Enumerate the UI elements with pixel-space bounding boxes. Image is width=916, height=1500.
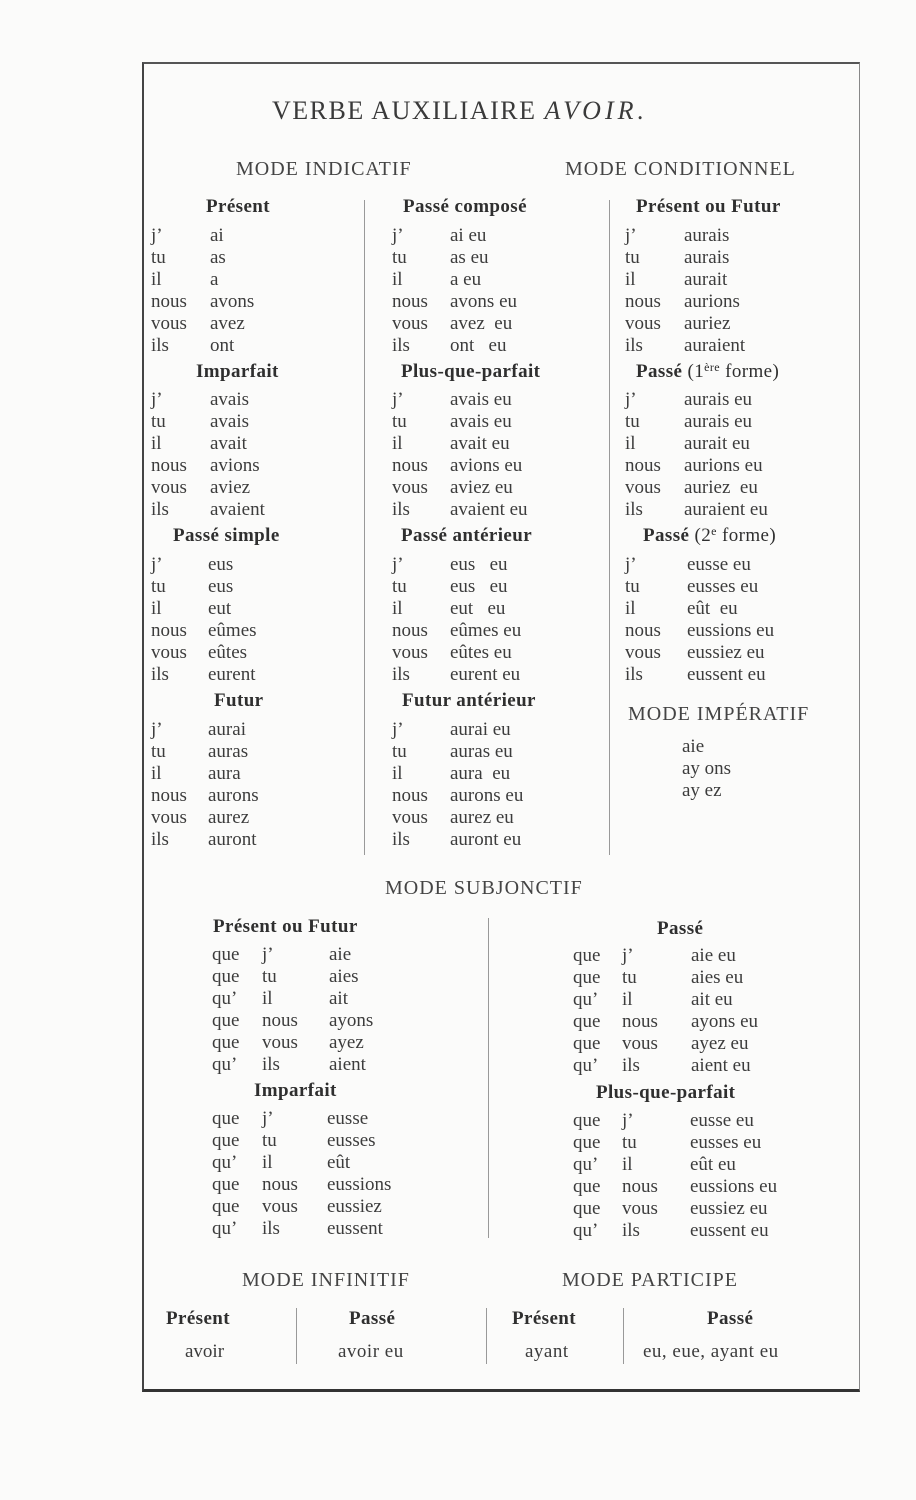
indicatif-plus-que-parfait-forms: avait eu (450, 433, 510, 454)
indicatif-passe-anterieur-pronouns: vous (392, 642, 428, 663)
subjonctif-present-forms: ayons (329, 1010, 374, 1031)
subjonctif-present-que: qu’ (212, 1054, 238, 1075)
column-divider (364, 200, 365, 855)
subjonctif-passe-pronouns: tu (622, 967, 637, 988)
subjonctif-present-pronouns: ils (262, 1054, 280, 1075)
column-divider (488, 918, 489, 1238)
conditionnel-passe1-pronouns: ils (625, 499, 643, 520)
indicatif-imparfait-pronouns: tu (151, 411, 166, 432)
subjonctif-plus-que-parfait-que: qu’ (573, 1154, 599, 1175)
indicatif-plus-que-parfait-forms: aviez eu (450, 477, 513, 498)
participe-passe: eu, eue, ayant eu (643, 1341, 779, 1362)
subjonctif-plus-que-parfait-pronouns: tu (622, 1132, 637, 1153)
subjonctif-passe-forms: aies eu (691, 967, 744, 988)
indicatif-plus-que-parfait-forms: avaient eu (450, 499, 528, 520)
indicatif-passe-anterieur-forms: eus eu (450, 576, 508, 597)
conditionnel-passe2-forms: eusses eu (687, 576, 759, 597)
subjonctif-passe-que: que (573, 1033, 601, 1054)
subjonctif-imparfait-pronouns: nous (262, 1174, 298, 1195)
indicatif-passe-compose-forms: as eu (450, 247, 489, 268)
conditionnel-present-forms: aurais (684, 247, 730, 268)
subjonctif-plus-que-parfait-pronouns: nous (622, 1176, 658, 1197)
indicatif-plus-que-parfait-pronouns: nous (392, 455, 428, 476)
mode-participe-heading: MODE PARTICIPE (562, 1269, 738, 1291)
indicatif-futur-forms: aurez (208, 807, 250, 828)
subjonctif-plus-que-parfait-que: que (573, 1198, 601, 1219)
heading-indicatif-futur-anterieur: Futur antérieur (402, 690, 536, 711)
indicatif-present-pronouns: il (151, 269, 162, 290)
conditionnel-passe1-forms: aurions eu (684, 455, 763, 476)
indicatif-passe-simple-pronouns: nous (151, 620, 187, 641)
subjonctif-imparfait-pronouns: il (262, 1152, 273, 1173)
indicatif-passe-anterieur-pronouns: tu (392, 576, 407, 597)
indicatif-present-forms: a (210, 269, 219, 290)
subjonctif-plus-que-parfait-pronouns: il (622, 1154, 633, 1175)
imperatif-form: ay ons (682, 758, 732, 779)
conditionnel-present-forms: aurions (684, 291, 740, 312)
indicatif-imparfait-forms: avais (210, 389, 250, 410)
indicatif-futur-forms: aura (208, 763, 241, 784)
indicatif-plus-que-parfait-pronouns: il (392, 433, 403, 454)
subjonctif-present-forms: aient (329, 1054, 366, 1075)
conditionnel-passe2-pronouns: tu (625, 576, 640, 597)
conditionnel-passe2-pronouns: nous (625, 620, 661, 641)
mode-indicatif-heading: MODE INDICATIF (236, 158, 412, 180)
conditionnel-present-forms: auraient (684, 335, 746, 356)
indicatif-futur-anterieur-pronouns: vous (392, 807, 428, 828)
indicatif-present-forms: ont (210, 335, 235, 356)
indicatif-imparfait-pronouns: il (151, 433, 162, 454)
indicatif-imparfait-pronouns: nous (151, 455, 187, 476)
subjonctif-plus-que-parfait-que: que (573, 1176, 601, 1197)
indicatif-futur-forms: auront (208, 829, 257, 850)
indicatif-passe-anterieur-pronouns: nous (392, 620, 428, 641)
subjonctif-imparfait-forms: eussions (327, 1174, 392, 1195)
subjonctif-present-forms: ait (329, 988, 348, 1009)
heading-participe-passe: Passé (707, 1308, 754, 1329)
column-divider (486, 1308, 487, 1364)
subjonctif-plus-que-parfait-pronouns: vous (622, 1198, 658, 1219)
conditionnel-passe1-pronouns: il (625, 433, 636, 454)
indicatif-passe-simple-forms: eut (208, 598, 232, 619)
subjonctif-plus-que-parfait-forms: eussions eu (690, 1176, 778, 1197)
indicatif-imparfait-forms: avions (210, 455, 260, 476)
indicatif-futur-anterieur-pronouns: ils (392, 829, 410, 850)
indicatif-passe-compose-forms: a eu (450, 269, 482, 290)
subjonctif-imparfait-pronouns: ils (262, 1218, 280, 1239)
heading-indicatif-futur: Futur (214, 690, 264, 711)
conditionnel-passe2-pronouns: vous (625, 642, 661, 663)
indicatif-passe-compose-pronouns: ils (392, 335, 410, 356)
conditionnel-passe1-forms: auriez eu (684, 477, 758, 498)
indicatif-futur-anterieur-forms: aurez eu (450, 807, 514, 828)
heading-indicatif-passe-anterieur: Passé antérieur (401, 525, 533, 546)
indicatif-futur-pronouns: j’ (151, 719, 163, 740)
indicatif-passe-simple-forms: eurent (208, 664, 256, 685)
subjonctif-imparfait-que: que (212, 1174, 240, 1195)
subjonctif-present-forms: aies (329, 966, 359, 987)
subjonctif-passe-forms: ayons eu (691, 1011, 759, 1032)
indicatif-present-pronouns: tu (151, 247, 166, 268)
heading-participe-present: Présent (512, 1308, 576, 1329)
conditionnel-passe1-pronouns: nous (625, 455, 661, 476)
indicatif-passe-anterieur-pronouns: j’ (392, 554, 404, 575)
indicatif-futur-pronouns: vous (151, 807, 187, 828)
subjonctif-passe-que: que (573, 967, 601, 988)
subjonctif-passe-forms: aient eu (691, 1055, 751, 1076)
conditionnel-present-pronouns: tu (625, 247, 640, 268)
subjonctif-passe-pronouns: vous (622, 1033, 658, 1054)
indicatif-imparfait-pronouns: j’ (151, 389, 163, 410)
conditionnel-present-pronouns: ils (625, 335, 643, 356)
subjonctif-plus-que-parfait-forms: eussiez eu (690, 1198, 768, 1219)
subjonctif-present-forms: ayez (329, 1032, 364, 1053)
indicatif-passe-anterieur-forms: eus eu (450, 554, 508, 575)
indicatif-passe-simple-pronouns: j’ (151, 554, 163, 575)
subjonctif-passe-forms: ayez eu (691, 1033, 749, 1054)
subjonctif-imparfait-forms: eussent (327, 1218, 383, 1239)
heading-subjonctif-plus-que-parfait: Plus-que-parfait (596, 1082, 736, 1103)
indicatif-imparfait-forms: avaient (210, 499, 265, 520)
indicatif-imparfait-forms: aviez (210, 477, 251, 498)
subjonctif-imparfait-que: qu’ (212, 1152, 238, 1173)
indicatif-passe-anterieur-forms: eûmes eu (450, 620, 522, 641)
subjonctif-plus-que-parfait-que: que (573, 1132, 601, 1153)
heading-infinitif-present: Présent (166, 1308, 230, 1329)
conditionnel-present-pronouns: j’ (625, 225, 637, 246)
column-divider (609, 200, 610, 855)
indicatif-futur-anterieur-forms: auras eu (450, 741, 513, 762)
conditionnel-present-pronouns: vous (625, 313, 661, 334)
column-divider (296, 1308, 297, 1364)
indicatif-passe-compose-forms: avez eu (450, 313, 513, 334)
indicatif-passe-simple-forms: eûmes (208, 620, 257, 641)
mode-subjonctif-heading: MODE SUBJONCTIF (385, 877, 583, 899)
indicatif-passe-compose-forms: ai eu (450, 225, 487, 246)
indicatif-passe-simple-forms: eûtes (208, 642, 248, 663)
subjonctif-imparfait-que: que (212, 1196, 240, 1217)
subjonctif-plus-que-parfait-forms: eussent eu (690, 1220, 769, 1241)
subjonctif-imparfait-forms: eussiez (327, 1196, 382, 1217)
subjonctif-present-pronouns: vous (262, 1032, 298, 1053)
indicatif-passe-simple-pronouns: tu (151, 576, 166, 597)
subjonctif-plus-que-parfait-forms: eusses eu (690, 1132, 762, 1153)
subjonctif-imparfait-forms: eusses (327, 1130, 376, 1151)
subjonctif-passe-que: qu’ (573, 1055, 599, 1076)
conditionnel-present-forms: aurais (684, 225, 730, 246)
indicatif-passe-compose-pronouns: nous (392, 291, 428, 312)
subjonctif-present-que: que (212, 944, 240, 965)
indicatif-present-forms: as (210, 247, 226, 268)
heading-conditionnel-passe-2: Passé (2e forme) (643, 524, 777, 546)
indicatif-passe-compose-pronouns: j’ (392, 225, 404, 246)
subjonctif-present-forms: aie (329, 944, 352, 965)
indicatif-futur-anterieur-forms: auront eu (450, 829, 522, 850)
mode-infinitif-heading: MODE INFINITIF (242, 1269, 410, 1291)
heading-conditionnel-passe-1: Passé (1ère forme) (636, 360, 780, 382)
subjonctif-plus-que-parfait-pronouns: j’ (622, 1110, 634, 1131)
indicatif-present-forms: ai (210, 225, 224, 246)
subjonctif-passe-pronouns: il (622, 989, 633, 1010)
subjonctif-passe-pronouns: j’ (622, 945, 634, 966)
conditionnel-passe2-forms: eussions eu (687, 620, 775, 641)
subjonctif-present-pronouns: tu (262, 966, 277, 987)
indicatif-present-pronouns: nous (151, 291, 187, 312)
subjonctif-plus-que-parfait-pronouns: ils (622, 1220, 640, 1241)
subjonctif-imparfait-forms: eusse (327, 1108, 369, 1129)
subjonctif-imparfait-que: qu’ (212, 1218, 238, 1239)
subjonctif-passe-pronouns: ils (622, 1055, 640, 1076)
indicatif-present-pronouns: j’ (151, 225, 163, 246)
conditionnel-passe2-forms: eussent eu (687, 664, 766, 685)
indicatif-futur-pronouns: il (151, 763, 162, 784)
indicatif-futur-forms: aurons (208, 785, 259, 806)
subjonctif-present-pronouns: il (262, 988, 273, 1009)
indicatif-futur-anterieur-pronouns: nous (392, 785, 428, 806)
indicatif-imparfait-pronouns: vous (151, 477, 187, 498)
indicatif-present-pronouns: ils (151, 335, 169, 356)
indicatif-imparfait-forms: avait (210, 433, 247, 454)
indicatif-plus-que-parfait-pronouns: tu (392, 411, 407, 432)
indicatif-futur-anterieur-forms: aurons eu (450, 785, 524, 806)
indicatif-passe-compose-pronouns: vous (392, 313, 428, 334)
indicatif-passe-compose-forms: ont eu (450, 335, 507, 356)
heading-indicatif-plus-que-parfait: Plus-que-parfait (401, 361, 541, 382)
subjonctif-plus-que-parfait-que: que (573, 1110, 601, 1131)
conditionnel-passe1-forms: aurais eu (684, 389, 753, 410)
conditionnel-passe1-pronouns: vous (625, 477, 661, 498)
conditionnel-passe1-forms: aurais eu (684, 411, 753, 432)
indicatif-plus-que-parfait-forms: avions eu (450, 455, 523, 476)
heading-subjonctif-imparfait: Imparfait (254, 1080, 337, 1101)
indicatif-futur-anterieur-pronouns: tu (392, 741, 407, 762)
indicatif-passe-simple-pronouns: il (151, 598, 162, 619)
subjonctif-imparfait-forms: eût (327, 1152, 351, 1173)
indicatif-present-forms: avons (210, 291, 255, 312)
conditionnel-passe2-pronouns: il (625, 598, 636, 619)
page-title: VERBE AUXILIAIRE AVOIR. (272, 96, 648, 125)
subjonctif-imparfait-que: que (212, 1108, 240, 1129)
conditionnel-passe2-forms: eût eu (687, 598, 738, 619)
subjonctif-passe-forms: ait eu (691, 989, 733, 1010)
indicatif-futur-anterieur-forms: aurai eu (450, 719, 511, 740)
indicatif-futur-anterieur-forms: aura eu (450, 763, 511, 784)
imperatif-form: aie (682, 736, 705, 757)
heading-indicatif-imparfait: Imparfait (196, 361, 279, 382)
subjonctif-present-que: qu’ (212, 988, 238, 1009)
subjonctif-present-que: que (212, 966, 240, 987)
heading-subjonctif-present: Présent ou Futur (213, 916, 358, 937)
conditionnel-present-pronouns: il (625, 269, 636, 290)
heading-indicatif-passe-compose: Passé composé (403, 196, 527, 217)
indicatif-plus-que-parfait-forms: avais eu (450, 389, 512, 410)
conditionnel-passe2-forms: eusse eu (687, 554, 751, 575)
indicatif-futur-forms: aurai (208, 719, 246, 740)
subjonctif-imparfait-pronouns: vous (262, 1196, 298, 1217)
conditionnel-passe2-pronouns: j’ (625, 554, 637, 575)
heading-subjonctif-passe: Passé (657, 918, 704, 939)
indicatif-plus-que-parfait-pronouns: vous (392, 477, 428, 498)
conditionnel-present-pronouns: nous (625, 291, 661, 312)
indicatif-passe-anterieur-forms: eûtes eu (450, 642, 512, 663)
indicatif-plus-que-parfait-forms: avais eu (450, 411, 512, 432)
indicatif-passe-anterieur-pronouns: ils (392, 664, 410, 685)
subjonctif-passe-pronouns: nous (622, 1011, 658, 1032)
heading-indicatif-passe-simple: Passé simple (173, 525, 280, 546)
conditionnel-present-forms: auriez (684, 313, 731, 334)
subjonctif-plus-que-parfait-forms: eusse eu (690, 1110, 754, 1131)
indicatif-futur-pronouns: nous (151, 785, 187, 806)
indicatif-passe-simple-forms: eus (208, 554, 234, 575)
indicatif-futur-anterieur-pronouns: il (392, 763, 403, 784)
subjonctif-present-pronouns: nous (262, 1010, 298, 1031)
infinitif-passe: avoir eu (338, 1341, 404, 1362)
indicatif-plus-que-parfait-pronouns: ils (392, 499, 410, 520)
participe-present: ayant (525, 1341, 569, 1362)
subjonctif-imparfait-pronouns: tu (262, 1130, 277, 1151)
heading-indicatif-present: Présent (206, 196, 270, 217)
imperatif-form: ay ez (682, 780, 722, 801)
indicatif-passe-anterieur-forms: eurent eu (450, 664, 521, 685)
subjonctif-passe-que: que (573, 1011, 601, 1032)
indicatif-futur-anterieur-pronouns: j’ (392, 719, 404, 740)
subjonctif-passe-que: qu’ (573, 989, 599, 1010)
indicatif-present-forms: avez (210, 313, 245, 334)
indicatif-imparfait-pronouns: ils (151, 499, 169, 520)
conditionnel-passe1-pronouns: tu (625, 411, 640, 432)
conditionnel-passe1-forms: auraient eu (684, 499, 768, 520)
heading-infinitif-passe: Passé (349, 1308, 396, 1329)
heading-conditionnel-present: Présent ou Futur (636, 196, 781, 217)
indicatif-passe-anterieur-forms: eut eu (450, 598, 506, 619)
indicatif-futur-pronouns: ils (151, 829, 169, 850)
subjonctif-present-pronouns: j’ (262, 944, 274, 965)
indicatif-futur-forms: auras (208, 741, 249, 762)
column-divider (623, 1308, 624, 1364)
conditionnel-passe2-pronouns: ils (625, 664, 643, 685)
indicatif-passe-anterieur-pronouns: il (392, 598, 403, 619)
mode-imperatif-heading: MODE IMPÉRATIF (628, 703, 810, 725)
indicatif-present-pronouns: vous (151, 313, 187, 334)
conditionnel-present-forms: aurait (684, 269, 728, 290)
indicatif-plus-que-parfait-pronouns: j’ (392, 389, 404, 410)
conditionnel-passe2-forms: eussiez eu (687, 642, 765, 663)
conditionnel-passe1-forms: aurait eu (684, 433, 750, 454)
indicatif-passe-compose-forms: avons eu (450, 291, 518, 312)
indicatif-passe-compose-pronouns: tu (392, 247, 407, 268)
subjonctif-present-que: que (212, 1010, 240, 1031)
subjonctif-plus-que-parfait-que: qu’ (573, 1220, 599, 1241)
subjonctif-imparfait-que: que (212, 1130, 240, 1151)
mode-conditionnel-heading: MODE CONDITIONNEL (565, 158, 796, 180)
infinitif-present: avoir (185, 1341, 225, 1362)
indicatif-passe-simple-pronouns: vous (151, 642, 187, 663)
indicatif-futur-pronouns: tu (151, 741, 166, 762)
indicatif-passe-simple-pronouns: ils (151, 664, 169, 685)
subjonctif-present-que: que (212, 1032, 240, 1053)
conditionnel-passe1-pronouns: j’ (625, 389, 637, 410)
indicatif-imparfait-forms: avais (210, 411, 250, 432)
subjonctif-imparfait-pronouns: j’ (262, 1108, 274, 1129)
indicatif-passe-compose-pronouns: il (392, 269, 403, 290)
subjonctif-passe-forms: aie eu (691, 945, 736, 966)
subjonctif-passe-que: que (573, 945, 601, 966)
indicatif-passe-simple-forms: eus (208, 576, 234, 597)
subjonctif-plus-que-parfait-forms: eût eu (690, 1154, 736, 1175)
